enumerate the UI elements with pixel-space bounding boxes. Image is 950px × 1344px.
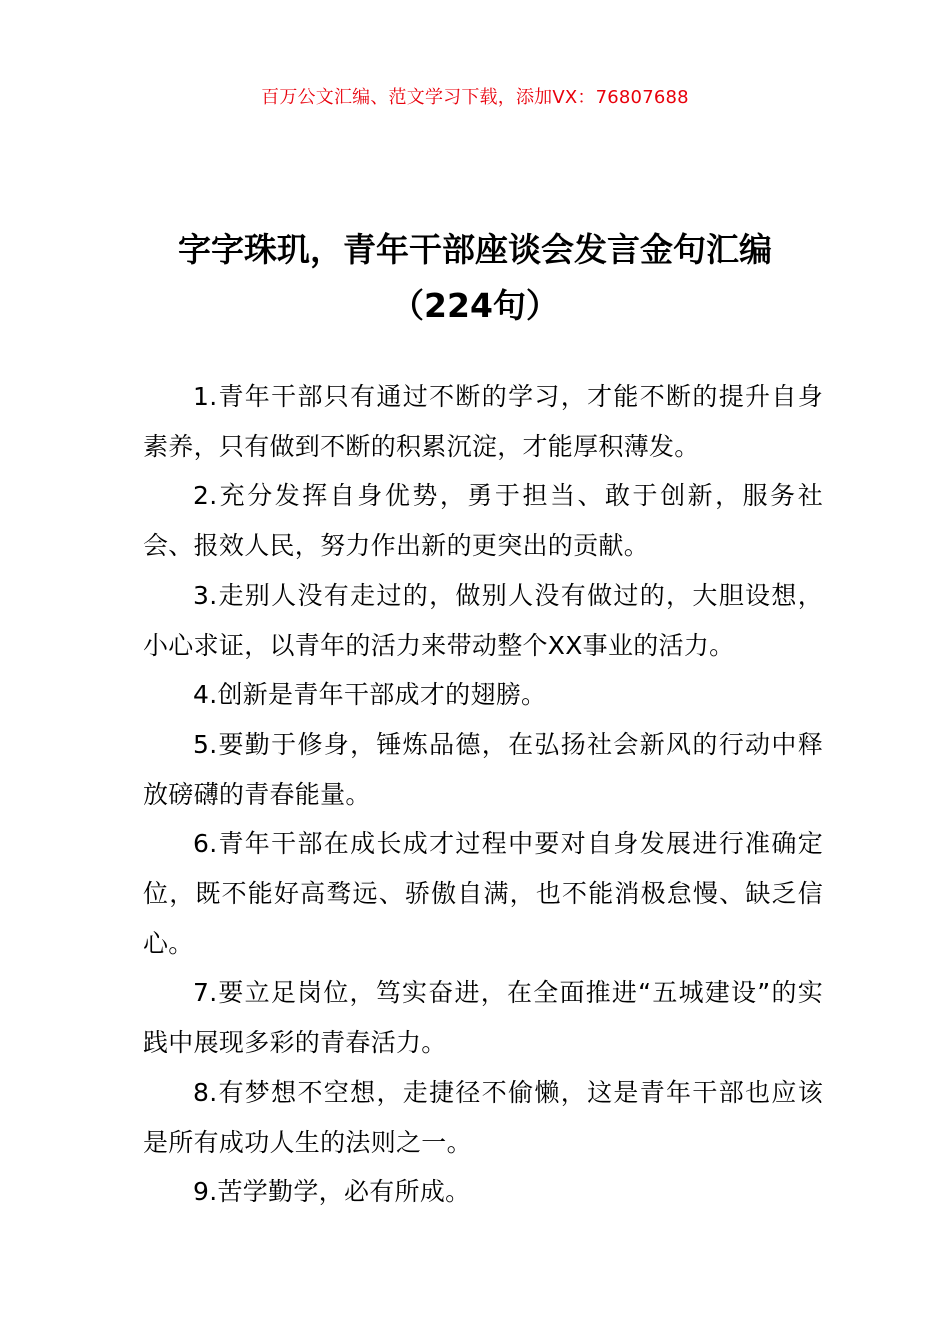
- title-line-2: （224句）: [391, 286, 559, 325]
- paragraph-7: 7.要立足岗位，笃实奋进，在全面推进“五城建设”的实践中展现多彩的青春活力。: [143, 978, 823, 1058]
- paragraph-1: 1.青年干部只有通过不断的学习，才能不断的提升自身素养，只有做到不断的积累沉淀，才能厚积薄发。: [143, 382, 823, 461]
- paragraph-8: 8.有梦想不空想，走捷径不偷懒，这是青年干部也应该是所有成功人生的法则之一。: [143, 1077, 823, 1157]
- title-line-1: 字字珠玑，青年干部座谈会发言金句汇编: [178, 230, 772, 269]
- paragraph-5: 5.要勤于修身，锤炼品德，在弘扬社会新风的行动中释放磅礴的青春能量。: [143, 729, 823, 809]
- document-title: [60, 222, 890, 334]
- paragraph-9: 9.苦学勤学，必有所成。: [193, 1177, 471, 1207]
- paragraph-2: 2.充分发挥自身优势，勇于担当、敢于创新，服务社会、报效人民，努力作出新的更突出的贡献。: [143, 481, 823, 561]
- paragraph-4: 4.创新是青年干部成才的翅膀。: [193, 680, 547, 710]
- paragraph-3: 3.走别人没有走过的，做别人没有做过的，大胆设想，小心求证，以青年的活力来带动整个XX事业的活力。: [143, 580, 823, 660]
- header-note: 百万公文汇编、范文学习下载，添加VX：76807688: [261, 87, 689, 108]
- paragraph-6: 6.青年干部在成长成才过程中要对自身发展进行准确定位，既不能好高骛远、骄傲自满，也不能消极怠慢、缺乏信心。: [143, 829, 823, 958]
- document-body: [143, 372, 823, 1217]
